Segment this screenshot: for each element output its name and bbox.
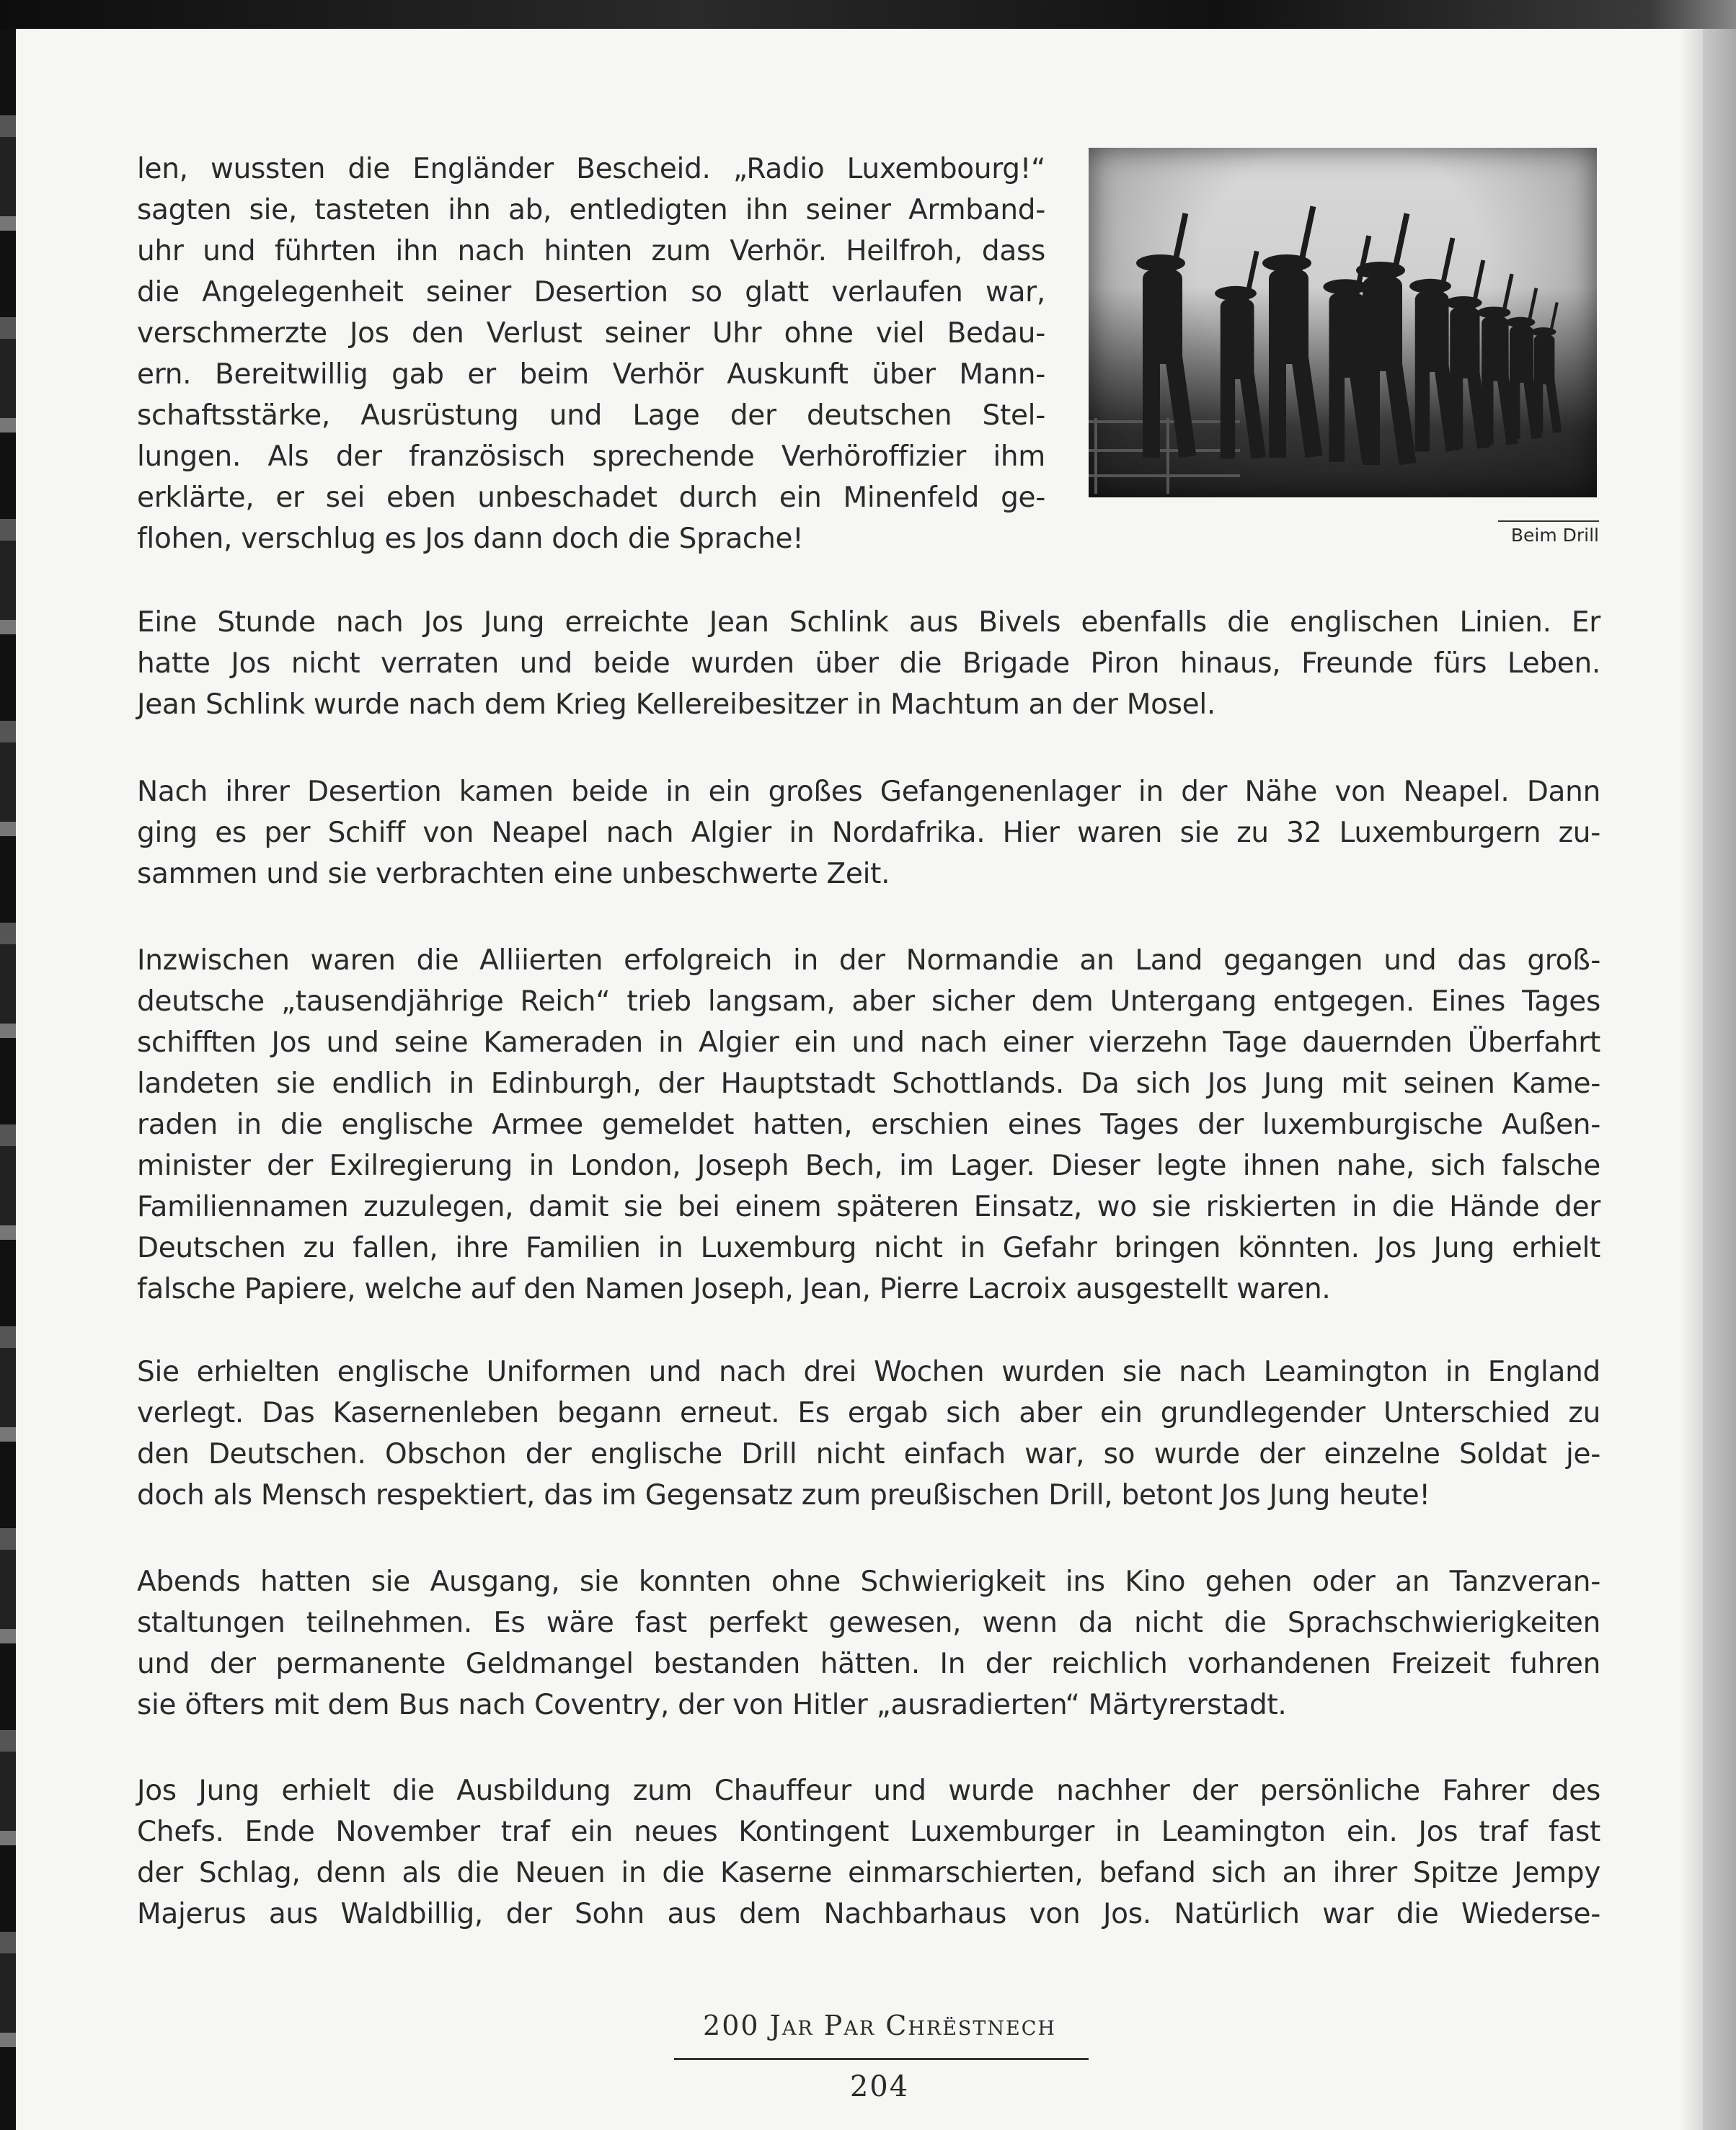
text-line: sammen und sie verbrachten eine unbeschwerte Zeit. xyxy=(137,858,890,890)
text-line: flohen, verschlug es Jos dann doch die Sprache! xyxy=(137,523,804,555)
text-line: Jos Jung erhielt die Ausbildung zum Chauffeur und wurde nachher der persönliche Fahrer des xyxy=(137,1775,1600,1807)
paragraph-3 xyxy=(137,940,1600,1310)
text-line: minister der Exilregierung in London, Joseph Bech, im Lager. Dieser legte ihnen nahe, sich falsche xyxy=(137,1150,1600,1182)
text-line: sie öfters mit dem Bus nach Coventry, der von Hitler „ausradierten“ Märtyrerstadt. xyxy=(137,1689,1287,1721)
text-line: Inzwischen waren die Alliierten erfolgreich in der Normandie an Land gegangen und das groß- xyxy=(137,944,1600,977)
text-line: raden in die englische Armee gemeldet hatten, erschien eines Tages der luxemburgische Außen- xyxy=(137,1109,1600,1141)
text-line: verlegt. Das Kasernenleben begann erneut. Es ergab sich aber ein grundlegender Unterschied zu xyxy=(137,1397,1600,1429)
text-line: verschmerzte Jos den Verlust seiner Uhr ohne viel Bedau- xyxy=(137,317,1045,350)
paragraph-1 xyxy=(137,602,1600,725)
soldiers-marching-icon xyxy=(1089,148,1597,497)
scan-top-edge xyxy=(0,0,1736,29)
text-line: Familiennamen zuzulegen, damit sie bei einem späteren Einsatz, wo sie riskierten in die Hände der xyxy=(137,1191,1600,1223)
text-line: staltungen teilnehmen. Es wäre fast perfekt gewesen, wenn da nicht die Sprachschwierigkeiten xyxy=(137,1607,1600,1639)
text-line: den Deutschen. Obschon der englische Drill nicht einfach war, so wurde der einzelne Soldat je- xyxy=(137,1438,1600,1470)
paragraph-5 xyxy=(137,1561,1600,1726)
text-line: falsche Papiere, welche auf den Namen Joseph, Jean, Pierre Lacroix ausgestellt waren. xyxy=(137,1273,1331,1305)
text-line: ern. Bereitwillig gab er beim Verhör Auskunft über Mann- xyxy=(137,358,1045,391)
text-line: und der permanente Geldmangel bestanden hätten. In der reichlich vorhandenen Freizeit fuhren xyxy=(137,1648,1600,1680)
text-line: landeten sie endlich in Edinburgh, der Hauptstadt Schottlands. Da sich Jos Jung mit seinen Kame- xyxy=(137,1068,1600,1100)
adjacent-page-edge xyxy=(0,29,16,2130)
text-line: Majerus aus Waldbillig, der Sohn aus dem Nachbarhaus von Jos. Natürlich war die Wiederse- xyxy=(137,1898,1600,1930)
paragraph-6 xyxy=(137,1770,1600,1935)
text-line: deutsche „tausendjährige Reich“ trieb langsam, aber sicher dem Untergang entgegen. Eines Tages xyxy=(137,985,1600,1018)
text-line: lungen. Als der französisch sprechende Verhöroffizier ihm xyxy=(137,440,1045,473)
footer-rule xyxy=(674,2058,1089,2060)
photo-caption: Beim Drill xyxy=(1510,525,1599,546)
text-line: der Schlag, denn als die Neuen in die Kaserne einmarschierten, befand sich an ihrer Spitze Jempy xyxy=(137,1857,1600,1889)
page-number: 204 xyxy=(849,2070,910,2103)
intro-text-block xyxy=(137,148,1045,559)
text-line: hatte Jos nicht verraten und beide wurden über die Brigade Piron hinaus, Freunde fürs Leben. xyxy=(137,647,1600,680)
text-line: Abends hatten sie Ausgang, sie konnten ohne Schwierigkeit ins Kino gehen oder an Tanzveran- xyxy=(137,1566,1600,1598)
text-line: Chefs. Ende November traf ein neues Kontingent Luxemburger in Leamington ein. Jos traf fast xyxy=(137,1816,1600,1848)
running-footer-title: 200 Jar Par Chrëstnech xyxy=(703,2010,1056,2041)
text-line: doch als Mensch respektiert, das im Gegensatz zum preußischen Drill, betont Jos Jung heute! xyxy=(137,1479,1430,1512)
text-line: len, wussten die Engländer Bescheid. „Radio Luxembourg!“ xyxy=(137,153,1045,185)
scan-right-edge xyxy=(1703,29,1736,2130)
text-line: Eine Stunde nach Jos Jung erreichte Jean Schlink aus Bivels ebenfalls die englischen Linien. Er xyxy=(137,606,1600,639)
text-line: erklärte, er sei eben unbeschadet durch ein Minenfeld ge- xyxy=(137,482,1045,514)
text-line: schaftsstärke, Ausrüstung und Lage der deutschen Stel- xyxy=(137,399,1045,432)
paragraph-4 xyxy=(137,1352,1600,1516)
text-line: schifften Jos und seine Kameraden in Algier ein und nach einer vierzehn Tage dauernden Überfahrt xyxy=(137,1026,1600,1059)
text-line: uhr und führten ihn nach hinten zum Verhör. Heilfroh, dass xyxy=(137,235,1045,267)
text-line: Sie erhielten englische Uniformen und nach drei Wochen wurden sie nach Leamington in England xyxy=(137,1356,1600,1388)
paragraph-2 xyxy=(137,771,1600,895)
page-gutter-shadow xyxy=(1680,29,1703,2130)
text-line: ging es per Schiff von Neapel nach Algier in Nordafrika. Hier waren sie zu 32 Luxemburgern zu- xyxy=(137,817,1600,849)
text-line: Deutschen zu fallen, ihre Familien in Luxemburg nicht in Gefahr bringen könnten. Jos Jung erhielt xyxy=(137,1232,1600,1264)
text-line: Jean Schlink wurde nach dem Krieg Kellereibesitzer in Machtum an der Mosel. xyxy=(137,688,1216,721)
text-line: die Angelegenheit seiner Desertion so glatt verlaufen war, xyxy=(137,276,1045,309)
text-line: Nach ihrer Desertion kamen beide in ein großes Gefangenenlager in der Nähe von Neapel. Dann xyxy=(137,776,1600,808)
caption-rule xyxy=(1498,520,1599,522)
photo-soldiers-marching xyxy=(1089,148,1597,497)
text-line: sagten sie, tasteten ihn ab, entledigten ihn seiner Armband- xyxy=(137,194,1045,226)
